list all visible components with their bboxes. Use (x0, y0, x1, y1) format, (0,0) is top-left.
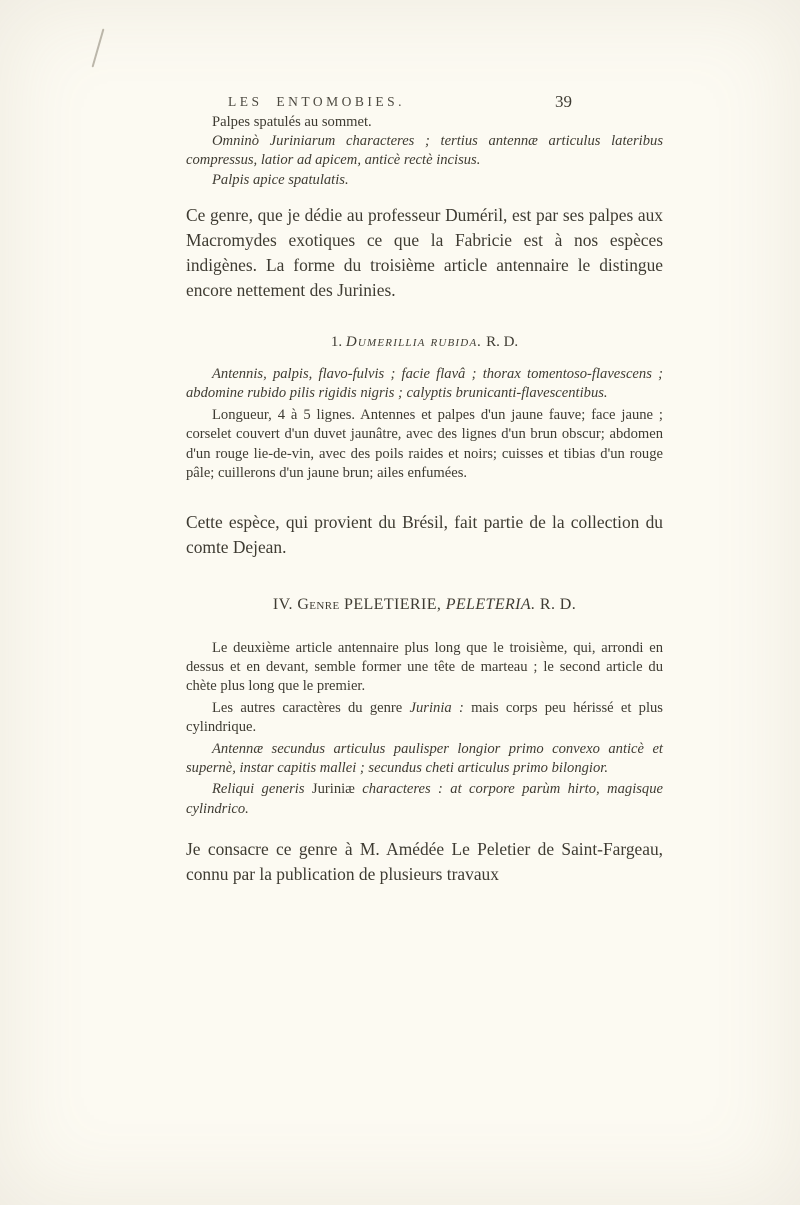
paragraph-species-latin-description: Antennis, palpis, flavo-fulvis ; facie flavâ ; thorax tomentoso-flavescens ; abdomine rubido pilis rigidis nigris ; calyptis brunicanti-flavescentibus. (186, 365, 663, 402)
text-segment: Reliqui generis (212, 781, 312, 798)
genus-name-french: PELETIERIE, (344, 596, 442, 614)
paragraph-peleteria-reliqui (186, 780, 663, 818)
text-segment-genus-name: Juriniæ (311, 781, 355, 798)
paragraph-dedication: Je consacre ce genre à M. Amédée Le Peletier de Saint-Fargeau, connu par la publication de plusieurs travaux (186, 838, 663, 884)
paragraph-peleteria-description: Le deuxième article antennaire plus long que le troisième, qui, arrondi en dessus et en devant, semble former une tête de marteau ; le second article du chète plus long que le premier. (186, 640, 663, 695)
paragraph-peleteria-jurinia-compare (186, 699, 663, 737)
genus-author: R. D. (539, 596, 577, 614)
genus-genre-label: Genre (297, 596, 340, 614)
paragraph-peleteria-latin: Antennæ secundus articulus paulisper longior primo convexo anticè et supernè, instar capitis mallei ; secundus cheti articulus primo bilongior. (186, 741, 663, 777)
paragraph-species-provenance: Cette espèce, qui provient du Brésil, fait partie de la collection du comte Dejean. (186, 512, 663, 558)
paragraph-species-french-description: Longueur, 4 à 5 lignes. Antennes et palpes d'un jaune fauve; face jaune ; corselet couvert d'un duvet jaunâtre, avec des lignes d'un brun obscur; abdomen d'un rouge lie-de-vin, avec des poils raides et noirs; cuisses et tibias d'un rouge pâle; cuillerons d'un jaune brun; ailes enfumées. (186, 407, 663, 481)
paragraph-diagnosis-latin2: Palpis apice spatulatis. (212, 171, 349, 188)
text-segment-genus-name: Jurinia : (409, 699, 464, 716)
page-header (186, 92, 664, 112)
genus-name-latin: PELETERIA. (445, 596, 536, 614)
page-number: 39 (555, 92, 572, 111)
text-segment: Les autres caractères du genre (212, 699, 410, 716)
paragraph-genus-intro: Ce genre, que je dédie au professeur Duméril, est par ses palpes aux Macromydes exotiques ce que la Fabricie est à nos espèces indigènes. La forme du troisième article antennaire le distingue encore nettement des Jurinies. (186, 204, 663, 300)
text-block (186, 113, 663, 887)
genus-number: IV. (272, 596, 293, 614)
paragraph-diagnosis-latin: Omninò Juriniarum characteres ; tertius antennæ articulus lateribus compressus, latior ad apicem, anticè rectè incisus. (186, 133, 663, 169)
species-heading (186, 334, 663, 351)
species-author: R. D. (486, 333, 519, 350)
scan-artifact (92, 28, 105, 67)
text-segment: mais corps peu hérissé et plus cylindrique. (186, 699, 663, 735)
text-segment: characteres : at corpore parùm hirto, magisque cylindrico. (186, 781, 663, 817)
species-number: 1. (330, 333, 343, 350)
paragraph-diagnosis-french: Palpes spatulés au sommet. (212, 114, 372, 130)
genus-heading (186, 596, 663, 614)
species-name: Dumerillia rubida. (345, 333, 483, 350)
running-title: LES ENTOMOBIES. (228, 94, 406, 109)
